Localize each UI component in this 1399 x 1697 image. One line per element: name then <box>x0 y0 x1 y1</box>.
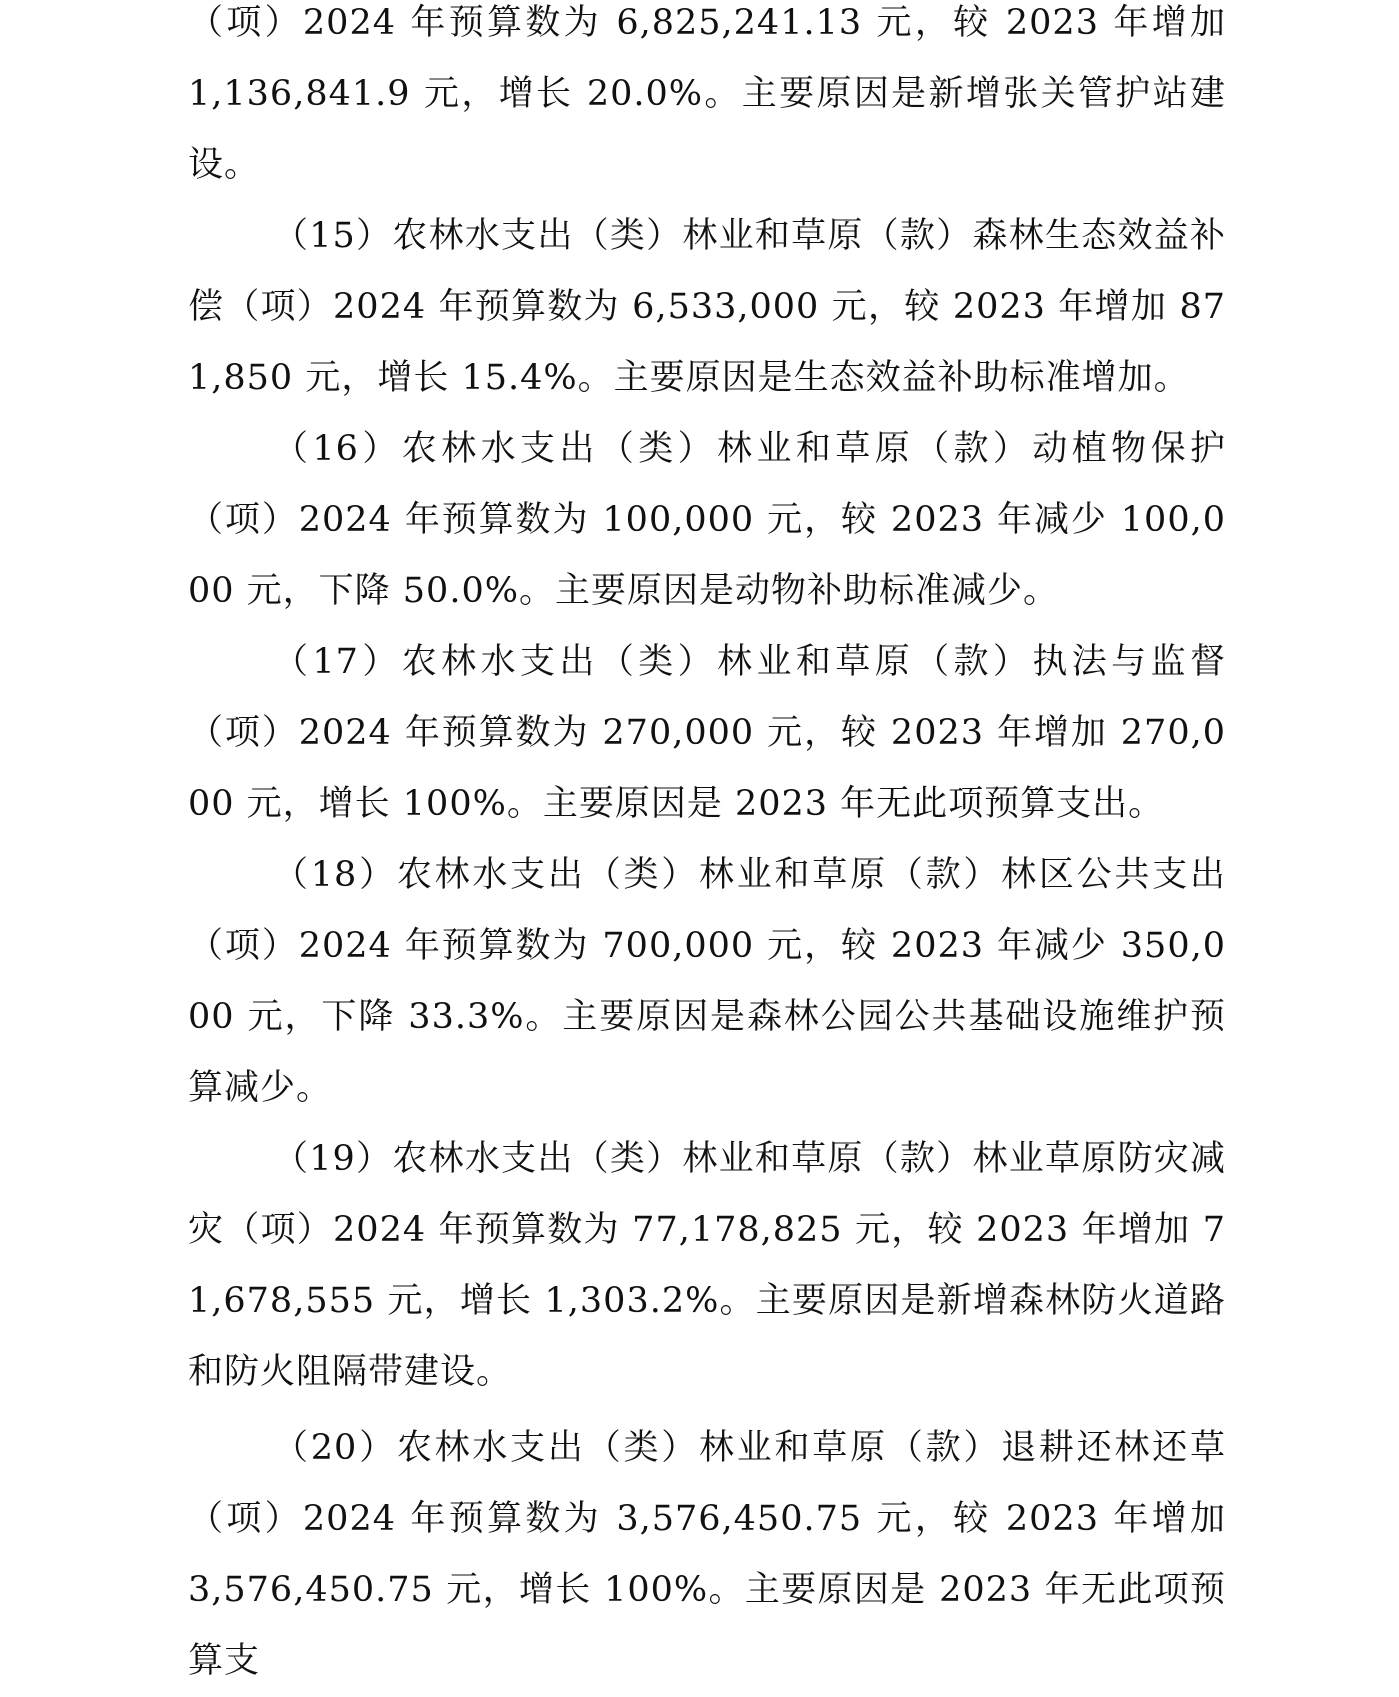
paragraph-19-disaster-prevention: （19）农林水支出（类）林业和草原（款）林业草原防灾减灾（项）2024 年预算数为 77,178,825 元，较 2023 年增加 71,678,555 元，增长 1,303.2%。主要原因是新增森林防火道路和防火阻隔带建设。 <box>188 1139 1226 1392</box>
paragraph-15-forest-ecological-compensation: （15）农林水支出（类）林业和草原（款）森林生态效益补偿（项）2024 年预算数为 6,533,000 元，较 2023 年增加 871,850 元，增长 15.4%。主要原因是生态效益补助标准增加。 <box>188 216 1226 398</box>
paragraph-17-law-enforcement: （17）农林水支出（类）林业和草原（款）执法与监督（项）2024 年预算数为 270,000 元，较 2023 年增加 270,000 元，增长 100%。主要原因是 2023 年无此项预算支出。 <box>188 642 1226 824</box>
paragraph-16-wildlife-protection: （16）农林水支出（类）林业和草原（款）动植物保护（项）2024 年预算数为 100,000 元，较 2023 年减少 100,000 元，下降 50.0%。主要原因是动物补助标准减少。 <box>188 429 1226 611</box>
document-page <box>188 0 1226 1697</box>
paragraph-20-returning-farmland: （20）农林水支出（类）林业和草原（款）退耕还林还草（项）2024 年预算数为 3,576,450.75 元，较 2023 年增加 3,576,450.75 元，增长 100%。主要原因是 2023 年无此项预算支 <box>188 1428 1226 1681</box>
paragraph-18-forest-public-expenditure: （18）农林水支出（类）林业和草原（款）林区公共支出（项）2024 年预算数为 700,000 元，较 2023 年减少 350,000 元，下降 33.3%。主要原因是森林公园公共基础设施维护预算减少。 <box>188 855 1226 1108</box>
paragraph-14-continuation: （项）2024 年预算数为 6,825,241.13 元，较 2023 年增加 1,136,841.9 元，增长 20.0%。主要原因是新增张关管护站建设。 <box>188 3 1226 185</box>
